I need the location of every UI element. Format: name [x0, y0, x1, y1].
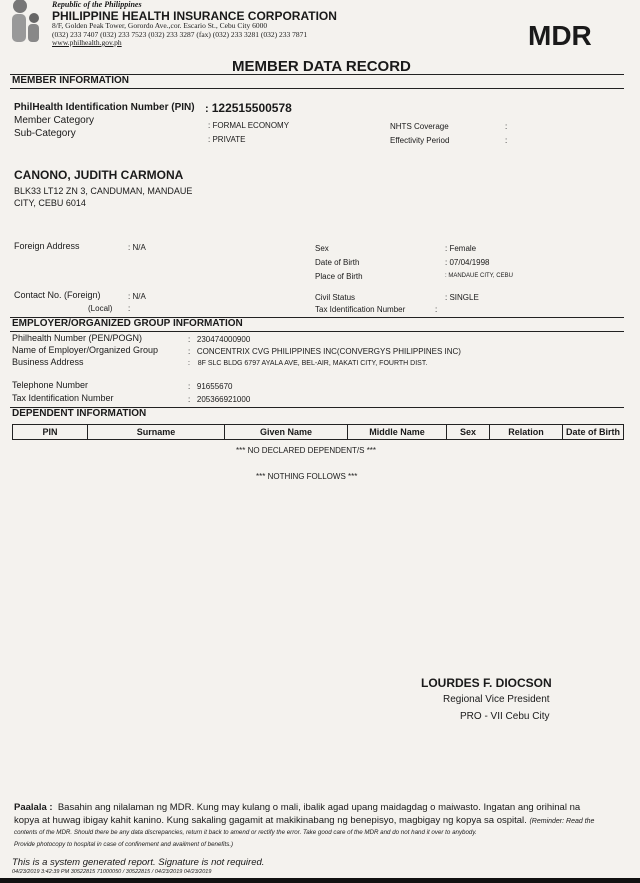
divider	[10, 331, 624, 332]
telephone-value: 91655670	[196, 382, 233, 391]
paalala-line2: kopya at huwag ibigay kahit kanino. Kung sakaling gagamit at makikinabang ng benepisyo, magbigay ng kopya sa ospital.	[14, 815, 527, 826]
no-dependents-note: *** NO DECLARED DEPENDENT/S ***	[236, 446, 377, 455]
bottom-edge	[0, 878, 640, 883]
divider	[10, 88, 624, 89]
signatory-name: LOURDES F. DIOCSON	[421, 676, 552, 690]
sub-category-value: PRIVATE	[212, 135, 246, 144]
philhealth-logo	[8, 0, 42, 44]
reminder-line1: (Reminder: Read the	[529, 818, 595, 825]
section-member-information: MEMBER INFORMATION	[12, 75, 130, 86]
section-dependent-information: DEPENDENT INFORMATION	[12, 408, 147, 419]
col-middle-name: Middle Name	[348, 425, 447, 440]
civil-status-label: Civil Status	[315, 293, 356, 302]
corp-phones: (032) 233 7407 (032) 233 7523 (032) 233 3287 (fax) (032) 233 3281 (032) 233 7871	[52, 30, 308, 39]
republic-label: Republic of the Philippines	[52, 0, 142, 9]
reminder-line3: Provide photocopy to hospital in case of confinement and availment of benefits.)	[14, 841, 234, 848]
sex-value: Female	[449, 244, 477, 253]
contact-local-label: (Local)	[88, 304, 113, 313]
corporation-name: PHILIPPINE HEALTH INSURANCE CORPORATION	[52, 9, 337, 23]
effectivity-label: Effectivity Period	[390, 136, 450, 145]
dob-label: Date of Birth	[315, 258, 360, 267]
col-sex: Sex	[447, 425, 490, 440]
print-stamp: 04/23/2019 3:42:39 PM 30522815 71000050 / 30522815 / 04/23/2019 04/23/2019	[12, 869, 212, 875]
pob-value: MANDAUE CITY, CEBU	[448, 273, 513, 279]
tin-label: Tax Identification Number	[315, 305, 406, 314]
business-address-label: Business Address	[12, 357, 84, 367]
signatory-office: PRO - VII Cebu City	[460, 711, 550, 722]
pin-value: 122515500578	[211, 101, 292, 115]
col-date-of-birth: Date of Birth	[563, 425, 624, 440]
civil-status-value: SINGLE	[449, 293, 479, 302]
member-address-line1: BLK33 LT12 ZN 3, CANDUMAN, MANDAUE	[14, 186, 193, 196]
document-title: MEMBER DATA RECORD	[232, 58, 411, 75]
sub-category-label: Sub-Category	[14, 128, 76, 139]
signatory-title: Regional Vice President	[443, 694, 550, 705]
system-generated-note: This is a system generated report. Signature is not required.	[12, 857, 265, 868]
reminder-line2: contents of the MDR. Should there be any data discrepancies, return it back to amend or rectify the error. Take good care of the MDR and do not hand it over to anybody.	[14, 829, 477, 836]
member-address-line2: CITY, CEBU 6014	[14, 198, 86, 208]
foreign-address-value: N/A	[132, 243, 146, 252]
mdr-code: MDR	[528, 20, 592, 51]
col-pin: PIN	[13, 425, 88, 440]
employer-tin-value: 205366921000	[196, 395, 251, 404]
dependents-table	[12, 424, 624, 440]
col-given-name: Given Name	[225, 425, 348, 440]
nhts-label: NHTS Coverage	[390, 122, 449, 131]
col-relation: Relation	[490, 425, 563, 440]
employer-name-value: CONCENTRIX CVG PHILIPPINES INC(CONVERGYS PHILIPPINES INC)	[196, 347, 461, 356]
pob-label: Place of Birth	[315, 272, 363, 281]
employer-tin-label: Tax Identification Number	[12, 393, 114, 403]
website-link[interactable]: www.philhealth.gov.ph	[52, 38, 122, 47]
corp-address: 8/F, Golden Peak Tower, Gorordo Ave.,cor. Escario St., Cebu City 6000	[52, 21, 268, 30]
table-header-row	[13, 425, 624, 440]
nothing-follows-note: *** NOTHING FOLLOWS ***	[256, 472, 358, 481]
member-category-value: FORMAL ECONOMY	[212, 121, 290, 130]
foreign-address-label: Foreign Address	[14, 241, 80, 251]
dob-value: 07/04/1998	[449, 258, 490, 267]
member-category-label: Member Category	[14, 115, 95, 126]
member-name: CANONO, JUDITH CARMONA	[14, 168, 184, 182]
telephone-label: Telephone Number	[12, 380, 89, 390]
contact-foreign-value: N/A	[132, 292, 146, 301]
paalala-label: Paalala :	[14, 802, 53, 813]
employer-name-label: Name of Employer/Organized Group	[12, 345, 159, 355]
pen-label: Philhealth Number (PEN/POGN)	[12, 333, 143, 343]
section-employer-information: EMPLOYER/ORGANIZED GROUP INFORMATION	[12, 318, 243, 329]
col-surname: Surname	[88, 425, 225, 440]
business-address-value: 8F SLC BLDG 6797 AYALA AVE, BEL-AIR, MAKATI CITY, FOURTH DIST.	[197, 360, 428, 367]
pin-label: PhilHealth Identification Number (PIN)	[14, 102, 195, 113]
contact-foreign-label: Contact No. (Foreign)	[14, 290, 101, 300]
pen-value: 230474000900	[196, 335, 251, 344]
paalala-line1: Basahin ang nilalaman ng MDR. Kung may kulang o mali, ibalik agad upang maidagdag o maiwasto. Ingatan ang orihinal na	[57, 802, 581, 813]
sex-label: Sex	[315, 244, 329, 253]
